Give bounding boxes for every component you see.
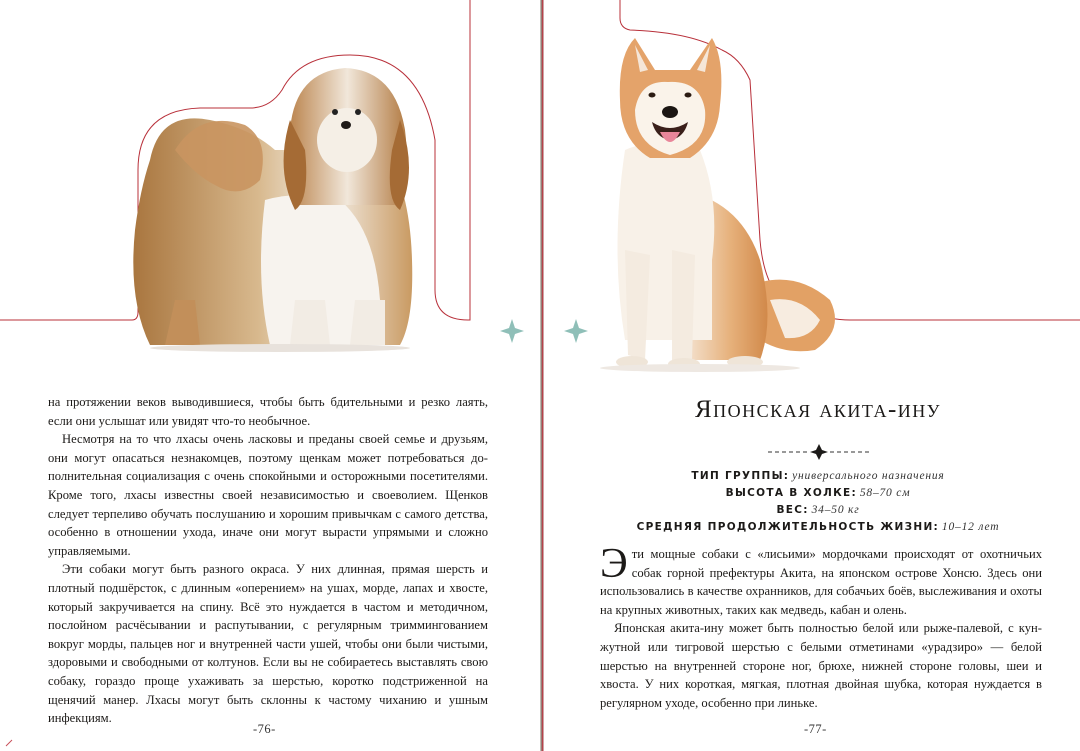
spec-label: ВЕС: [776,504,809,516]
spec-value: 34–50 кг [811,504,860,516]
right-paragraph-2: Японская акита-ину может быть полностью белой или рыже-палевой, с кунжутной или тигровой шерстью с белыми отметинами «урадзиро» — белой шерстью на внутренней стороне ног, брюхе, нижней стороне головы, шеи и хвоста. У них короткая, мягкая, плотная двойная шубка, которая нуждается в регулярном уходе, особенно при линьке. [600,621,1042,710]
breed-title: Японская акита-ину [694,396,942,423]
right-page-body [600,541,1042,712]
spec-value: универсального назначения [792,470,945,482]
spec-label: ВЫСОТА В ХОЛКЕ: [725,487,857,499]
spec-label: ТИП ГРУППЫ: [691,470,790,482]
spec-value: 10–12 лет [941,521,1000,533]
spec-lifespan [598,519,1038,536]
breed-specs [598,468,1038,536]
left-paragraph-1: на протяжении веков выводившиеся, чтобы быть бдительными и резко лаять, если они услышат или увидят что-то необычное. [48,395,488,428]
spec-weight [598,502,1038,519]
right-paragraph-1 [600,541,1042,619]
page-number-left: -76- [253,722,276,736]
page-number-right: -77- [804,722,827,736]
right-paragraph-1-text: ти мощные собаки с «лисьими» мордочками происходят от охотничьих собак горной префектуры Акита, на японском острове Хонсю. Здесь они использовались в качестве охранников, для собачьих боёв, выслеживания и охоты на крупных животных, таких как медведь, кабан и олень. [600,547,1042,617]
left-page-body [48,393,488,728]
spec-group-type [598,468,1038,485]
spec-label: СРЕДНЯЯ ПРОДОЛЖИТЕЛЬНОСТЬ ЖИЗНИ: [636,521,940,533]
left-paragraph-3: Эти собаки могут быть разного окраса. У них длинная, прямая шерсть и плотный подшёрсток, с длинным «оперением» на ушах, морде, лапах и хвосте, который закручивается на спину. Всё это нуждается в частом и методичном, послойном расчёсывании и распутывании, с регулярным триммингованием вокруг морды, пальцев ног и внутренней части ушей, чтобы они были чистыми, здоровыми и свободными от колтунов. Если вы не собираетесь выставлять свою собаку, гораздо проще ухаживать за шерстью, коротко подстриженной на щенячий манер. Лхасы могут быть склонны к частому чиханию и ушным инфекциям. [48,562,488,726]
spec-value: 58–70 см [859,487,911,499]
left-paragraph-2: Несмотря на то что лхасы очень ласковы и преданы своей семье и друзьям, они могут опасаться незнакомцев, поэтому щенкам может потребоваться дополнительная социализация с очень спокойными и осторожными посетителями. Кроме того, лхасы известны своей независимостью и своеволием. Щенков следует терпеливо обучать послушанию и хорошим привычкам с самого детства, особенно в отношении ухода, иначе они могут вырасти упрямыми и сложно управляемыми. [48,432,488,558]
spec-height [598,485,1038,502]
drop-cap: Э [600,541,628,587]
